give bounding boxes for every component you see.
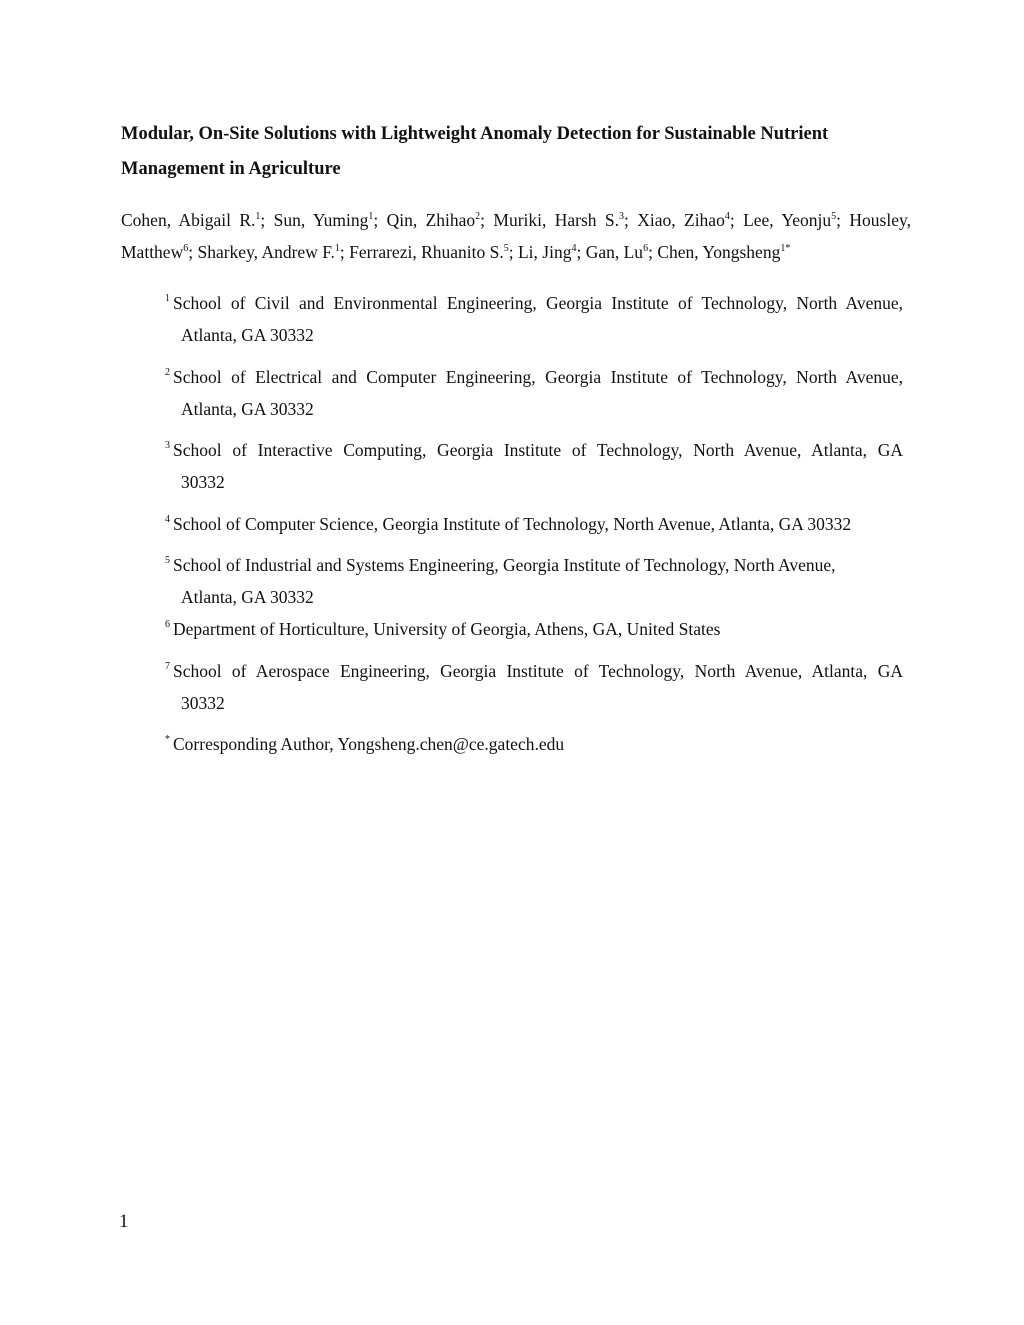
affiliation-mark: 5 bbox=[503, 243, 509, 254]
affiliation-text-continued: 30332 bbox=[181, 471, 225, 492]
affiliation-number: 6 bbox=[165, 619, 170, 630]
author-separator: ; bbox=[188, 242, 198, 262]
affiliation-mark: 6 bbox=[183, 243, 189, 254]
affiliation-mark: 2 bbox=[475, 211, 481, 222]
affiliation-number: 3 bbox=[165, 440, 170, 451]
author bbox=[586, 242, 658, 262]
author bbox=[387, 210, 494, 230]
author-name: Cohen, Abigail R. bbox=[121, 210, 256, 230]
author bbox=[197, 242, 349, 262]
author-name: Qin, Zhihao bbox=[386, 210, 476, 230]
page-number: 1 bbox=[119, 1211, 129, 1232]
author-separator: ; bbox=[576, 242, 586, 262]
affiliation-number: 5 bbox=[165, 555, 170, 566]
affiliation-text: School of Computer Science, Georgia Institute of Technology, North Avenue, Atlanta, GA 30332 bbox=[173, 514, 852, 534]
author-separator: ; bbox=[729, 210, 744, 230]
affiliation-text-continued: Atlanta, GA 30332 bbox=[181, 586, 314, 607]
paper-title bbox=[121, 117, 921, 187]
author-separator: ; bbox=[648, 242, 658, 262]
affiliation-text: School of Aerospace Engineering, Georgia Institute of Technology, North Avenue, Atlanta, GA bbox=[173, 661, 903, 681]
author bbox=[657, 242, 790, 262]
author bbox=[121, 210, 274, 230]
affiliation-mark: 4 bbox=[724, 211, 730, 222]
affiliation-text: School of Electrical and Computer Engineering, Georgia Institute of Technology, North Avenue, bbox=[173, 367, 903, 387]
author-name: Lee, Yeonju bbox=[743, 210, 832, 230]
title-line-2: Management in Agriculture bbox=[121, 159, 341, 179]
author bbox=[274, 210, 387, 230]
affiliation-3 bbox=[165, 435, 903, 498]
affiliation-7 bbox=[165, 656, 903, 719]
affiliation-text: School of Interactive Computing, Georgia Institute of Technology, North Avenue, Atlanta, GA bbox=[173, 440, 903, 460]
affiliation-mark: 1* bbox=[780, 243, 791, 254]
affiliation-mark: 6 bbox=[643, 243, 649, 254]
author-separator: ; bbox=[480, 210, 494, 230]
author-list bbox=[121, 204, 911, 268]
author bbox=[743, 210, 849, 230]
affiliation-4 bbox=[165, 509, 903, 541]
author bbox=[518, 242, 586, 262]
author-name: Sharkey, Andrew F. bbox=[197, 242, 335, 262]
affiliation-text-continued: Atlanta, GA 30332 bbox=[181, 324, 314, 345]
author-name: Gan, Lu bbox=[585, 242, 644, 262]
author bbox=[493, 210, 637, 230]
affiliation-text-continued: Atlanta, GA 30332 bbox=[181, 398, 314, 419]
affiliation-2 bbox=[165, 362, 903, 425]
author-name: Muriki, Harsh S. bbox=[493, 210, 620, 230]
affiliation-mark: 1 bbox=[368, 211, 374, 222]
author bbox=[637, 210, 743, 230]
title-line-1: Modular, On-Site Solutions with Lightweight Anomaly Detection for Sustainable Nutrient bbox=[121, 124, 829, 144]
corresponding-mark: * bbox=[165, 734, 170, 745]
author-separator: ; bbox=[260, 210, 274, 230]
affiliation-mark: 1 bbox=[255, 211, 261, 222]
affiliation-number: 2 bbox=[165, 367, 170, 378]
affiliation-text: Department of Horticulture, University of Georgia, Athens, GA, United States bbox=[173, 619, 721, 639]
affiliation-5 bbox=[165, 550, 903, 613]
affiliation-number: 4 bbox=[165, 514, 170, 525]
author-separator: ; bbox=[339, 242, 350, 262]
author-separator: ; bbox=[373, 210, 387, 230]
author bbox=[349, 242, 518, 262]
affiliation-text: School of Civil and Environmental Engineering, Georgia Institute of Technology, North Avenue, bbox=[173, 293, 903, 313]
affiliation-mark: 1 bbox=[334, 243, 340, 254]
author-name: Housley, Matthew bbox=[121, 210, 911, 262]
affiliation-text: School of Industrial and Systems Engineering, Georgia Institute of Technology, North Avenue, bbox=[173, 555, 836, 575]
affiliation-6 bbox=[165, 614, 903, 646]
corresponding-author bbox=[165, 729, 903, 761]
author-separator: ; bbox=[508, 242, 518, 262]
author-name: Ferrarezi, Rhuanito S. bbox=[349, 242, 504, 262]
affiliation-text-continued: 30332 bbox=[181, 692, 225, 713]
affiliation-number: 7 bbox=[165, 661, 170, 672]
author-separator: ; bbox=[836, 210, 850, 230]
author-name: Chen, Yongsheng bbox=[657, 242, 781, 262]
corresponding-author-text: Corresponding Author, Yongsheng.chen@ce.gatech.edu bbox=[173, 734, 565, 754]
author-name: Li, Jing bbox=[517, 242, 572, 262]
author-separator: ; bbox=[624, 210, 638, 230]
author-name: Sun, Yuming bbox=[273, 210, 369, 230]
affiliation-mark: 4 bbox=[571, 243, 577, 254]
affiliation-1 bbox=[165, 288, 903, 351]
author-name: Xiao, Zihao bbox=[637, 210, 725, 230]
affiliation-mark: 3 bbox=[619, 211, 625, 222]
affiliation-mark: 5 bbox=[831, 211, 837, 222]
affiliation-number: 1 bbox=[165, 293, 170, 304]
